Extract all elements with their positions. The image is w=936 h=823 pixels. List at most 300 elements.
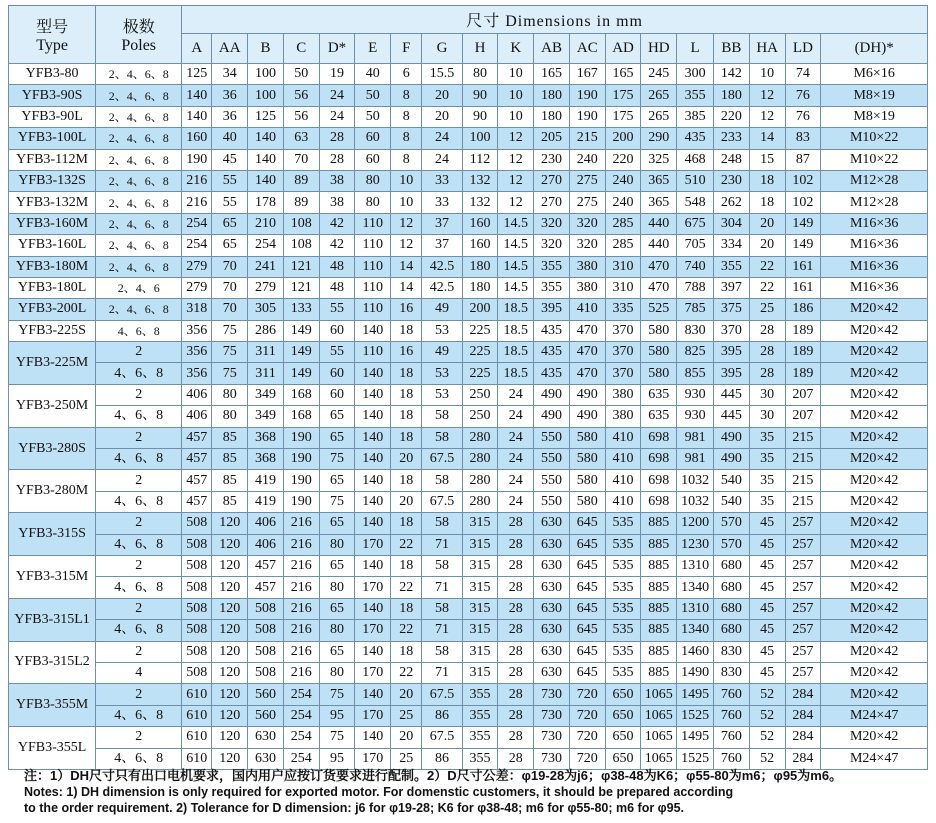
value-cell: 70 — [212, 277, 248, 298]
table-body — [9, 64, 928, 770]
table-row — [9, 256, 928, 277]
value-cell: 508 — [182, 577, 212, 598]
value-cell: 200 — [605, 128, 641, 149]
value-cell: 1065 — [641, 727, 677, 748]
value-cell: 180 — [462, 256, 498, 277]
type-cell: YFB3-225S — [9, 320, 96, 341]
value-cell: 190 — [283, 449, 319, 470]
type-cell: YFB3-160M — [9, 213, 96, 234]
value-cell: 55 — [212, 192, 248, 213]
value-cell: 10 — [391, 170, 422, 191]
value-cell: 645 — [569, 620, 605, 641]
value-cell: 630 — [534, 662, 570, 683]
value-cell: 216 — [283, 555, 319, 576]
value-cell: 788 — [677, 277, 714, 298]
poles-cell: 4、6、8 — [96, 406, 182, 427]
value-cell: 435 — [534, 342, 570, 363]
value-cell: M24×47 — [821, 748, 928, 769]
value-cell: 395 — [714, 363, 750, 384]
value-cell: 1032 — [677, 491, 714, 512]
poles-cell: 2 — [96, 342, 182, 363]
value-cell: 18 — [391, 641, 422, 662]
value-cell: 165 — [534, 64, 570, 85]
dimensions-table — [8, 5, 928, 770]
value-cell: 233 — [714, 128, 750, 149]
value-cell: 71 — [422, 534, 462, 555]
poles-cell: 2、4、6 — [96, 277, 182, 298]
value-cell: 190 — [569, 106, 605, 127]
value-cell: M20×42 — [821, 534, 928, 555]
value-cell: 6 — [391, 64, 422, 85]
value-cell: 210 — [248, 213, 284, 234]
table-row — [9, 128, 928, 149]
value-cell: 140 — [355, 641, 391, 662]
value-cell: 265 — [641, 106, 677, 127]
poles-cell: 2、4、6、8 — [96, 170, 182, 191]
value-cell: 18 — [391, 555, 422, 576]
value-cell: 275 — [569, 170, 605, 191]
value-cell: 140 — [355, 598, 391, 619]
value-cell: 216 — [283, 620, 319, 641]
value-cell: 110 — [355, 342, 391, 363]
table-row — [9, 64, 928, 85]
value-cell: 720 — [569, 705, 605, 726]
value-cell: 16 — [391, 299, 422, 320]
value-cell: 508 — [182, 662, 212, 683]
value-cell: 42 — [319, 235, 355, 256]
value-cell: 470 — [641, 256, 677, 277]
value-cell: 855 — [677, 363, 714, 384]
value-cell: 18 — [391, 427, 422, 448]
value-cell: 508 — [248, 662, 284, 683]
value-cell: 300 — [677, 64, 714, 85]
value-cell: 335 — [605, 299, 641, 320]
value-cell: 270 — [534, 192, 570, 213]
type-cell: YFB3-180M — [9, 256, 96, 277]
value-cell: M20×42 — [821, 555, 928, 576]
value-cell: 645 — [569, 555, 605, 576]
value-cell: 80 — [319, 662, 355, 683]
value-cell: 28 — [498, 662, 534, 683]
value-cell: 468 — [677, 149, 714, 170]
value-cell: 100 — [248, 85, 284, 106]
value-cell: 310 — [605, 256, 641, 277]
value-cell: 680 — [714, 598, 750, 619]
value-cell: 140 — [355, 384, 391, 405]
value-cell: 58 — [422, 513, 462, 534]
value-cell: 630 — [534, 620, 570, 641]
value-cell: 215 — [785, 427, 821, 448]
value-cell: 45 — [749, 555, 785, 576]
type-cell: YFB3-112M — [9, 149, 96, 170]
value-cell: 70 — [283, 149, 319, 170]
value-cell: 410 — [605, 470, 641, 491]
value-cell: 170 — [355, 620, 391, 641]
value-cell: 580 — [569, 449, 605, 470]
value-cell: 74 — [785, 64, 821, 85]
value-cell: 280 — [462, 427, 498, 448]
value-cell: 240 — [605, 192, 641, 213]
value-cell: M6×16 — [821, 64, 928, 85]
value-cell: 28 — [749, 363, 785, 384]
table-row — [9, 727, 928, 748]
value-cell: 675 — [677, 213, 714, 234]
value-cell: 207 — [785, 406, 821, 427]
value-cell: 53 — [422, 320, 462, 341]
value-cell: 35 — [749, 491, 785, 512]
poles-cell: 4、6、8 — [96, 363, 182, 384]
value-cell: 356 — [182, 363, 212, 384]
value-cell: 885 — [641, 620, 677, 641]
value-cell: 406 — [248, 534, 284, 555]
value-cell: 149 — [785, 235, 821, 256]
poles-header-en: Poles — [121, 37, 157, 54]
value-cell: 356 — [182, 320, 212, 341]
value-cell: 1525 — [677, 705, 714, 726]
value-cell: 140 — [355, 470, 391, 491]
value-cell: 28 — [498, 748, 534, 769]
value-cell: 445 — [714, 384, 750, 405]
poles-cell: 2 — [96, 598, 182, 619]
value-cell: 320 — [534, 213, 570, 234]
value-cell: 215 — [785, 449, 821, 470]
value-cell: 240 — [605, 170, 641, 191]
poles-cell: 2 — [96, 427, 182, 448]
value-cell: 355 — [462, 684, 498, 705]
value-cell: 510 — [677, 170, 714, 191]
value-cell: 22 — [391, 662, 422, 683]
value-cell: 216 — [283, 534, 319, 555]
value-cell: 760 — [714, 705, 750, 726]
value-cell: 435 — [534, 363, 570, 384]
column-header: G — [422, 34, 462, 64]
value-cell: 67.5 — [422, 727, 462, 748]
value-cell: 53 — [422, 384, 462, 405]
value-cell: 279 — [182, 277, 212, 298]
table-row — [9, 705, 928, 726]
value-cell: 14 — [391, 277, 422, 298]
value-cell: 1460 — [677, 641, 714, 662]
value-cell: 67.5 — [422, 684, 462, 705]
value-cell: 885 — [641, 513, 677, 534]
value-cell: 698 — [641, 427, 677, 448]
table-row — [9, 620, 928, 641]
value-cell: 885 — [641, 577, 677, 598]
value-cell: 540 — [714, 491, 750, 512]
value-cell: 142 — [714, 64, 750, 85]
value-cell: 380 — [569, 277, 605, 298]
value-cell: 45 — [749, 513, 785, 534]
value-cell: 320 — [569, 213, 605, 234]
value-cell: 45 — [749, 598, 785, 619]
value-cell: 71 — [422, 620, 462, 641]
value-cell: 375 — [714, 299, 750, 320]
value-cell: 36 — [212, 106, 248, 127]
value-cell: 38 — [319, 170, 355, 191]
value-cell: 650 — [605, 748, 641, 769]
value-cell: 110 — [355, 299, 391, 320]
value-cell: 35 — [749, 449, 785, 470]
value-cell: 630 — [534, 513, 570, 534]
value-cell: 168 — [283, 406, 319, 427]
value-cell: 508 — [182, 534, 212, 555]
value-cell: 80 — [319, 577, 355, 598]
type-cell: YFB3-132M — [9, 192, 96, 213]
value-cell: 535 — [605, 620, 641, 641]
value-cell: 30 — [749, 384, 785, 405]
value-cell: 1495 — [677, 727, 714, 748]
value-cell: 56 — [283, 85, 319, 106]
value-cell: 108 — [283, 213, 319, 234]
value-cell: 705 — [677, 235, 714, 256]
value-cell: M12×28 — [821, 170, 928, 191]
value-cell: 121 — [283, 277, 319, 298]
value-cell: 785 — [677, 299, 714, 320]
value-cell: 20 — [749, 213, 785, 234]
value-cell: 410 — [569, 299, 605, 320]
poles-cell: 2、4、6、8 — [96, 235, 182, 256]
value-cell: 650 — [605, 684, 641, 705]
value-cell: 149 — [283, 342, 319, 363]
value-cell: 490 — [569, 406, 605, 427]
value-cell: 1065 — [641, 705, 677, 726]
value-cell: 280 — [462, 491, 498, 512]
value-cell: 14 — [391, 256, 422, 277]
value-cell: 60 — [319, 384, 355, 405]
value-cell: 1065 — [641, 684, 677, 705]
value-cell: 18.5 — [498, 320, 534, 341]
value-cell: 20 — [422, 85, 462, 106]
value-cell: 110 — [355, 235, 391, 256]
table-row — [9, 513, 928, 534]
value-cell: 257 — [785, 577, 821, 598]
value-cell: 110 — [355, 256, 391, 277]
type-cell: YFB3-132S — [9, 170, 96, 191]
value-cell: M20×42 — [821, 299, 928, 320]
type-cell: YFB3-200L — [9, 299, 96, 320]
value-cell: 15 — [749, 149, 785, 170]
value-cell: 33 — [422, 170, 462, 191]
value-cell: 257 — [785, 513, 821, 534]
value-cell: 406 — [248, 513, 284, 534]
value-cell: 28 — [498, 598, 534, 619]
value-cell: 140 — [182, 106, 212, 127]
value-cell: 257 — [785, 620, 821, 641]
type-cell: YFB3-315S — [9, 513, 96, 556]
value-cell: 186 — [785, 299, 821, 320]
value-cell: 28 — [498, 727, 534, 748]
value-cell: 178 — [248, 192, 284, 213]
value-cell: 200 — [462, 299, 498, 320]
type-cell: YFB3-180L — [9, 277, 96, 298]
value-cell: 257 — [785, 641, 821, 662]
type-cell: YFB3-100L — [9, 128, 96, 149]
poles-cell: 4、6、8 — [96, 705, 182, 726]
value-cell: 310 — [605, 277, 641, 298]
value-cell: 24 — [498, 449, 534, 470]
value-cell: 50 — [355, 106, 391, 127]
value-cell: 58 — [422, 427, 462, 448]
poles-header — [96, 6, 182, 64]
value-cell: M20×42 — [821, 598, 928, 619]
value-cell: 550 — [534, 449, 570, 470]
value-cell: 168 — [283, 384, 319, 405]
value-cell: 25 — [749, 299, 785, 320]
value-cell: 12 — [749, 85, 785, 106]
value-cell: 132 — [462, 170, 498, 191]
value-cell: 28 — [498, 513, 534, 534]
value-cell: 240 — [569, 149, 605, 170]
value-cell: 140 — [355, 449, 391, 470]
value-cell: 250 — [462, 406, 498, 427]
value-cell: 90 — [462, 106, 498, 127]
value-cell: 380 — [605, 384, 641, 405]
value-cell: 170 — [355, 534, 391, 555]
value-cell: 508 — [248, 620, 284, 641]
value-cell: 215 — [785, 491, 821, 512]
value-cell: 71 — [422, 577, 462, 598]
type-cell: YFB3-315L1 — [9, 598, 96, 641]
table-row — [9, 363, 928, 384]
value-cell: 315 — [462, 662, 498, 683]
column-header: AC — [569, 34, 605, 64]
type-cell: YFB3-160L — [9, 235, 96, 256]
column-header: (DH)* — [821, 34, 928, 64]
value-cell: 370 — [605, 363, 641, 384]
value-cell: 435 — [534, 320, 570, 341]
value-cell: 290 — [641, 128, 677, 149]
value-cell: 248 — [714, 149, 750, 170]
poles-cell: 4、6、8 — [96, 491, 182, 512]
value-cell: M20×42 — [821, 363, 928, 384]
value-cell: 18 — [391, 470, 422, 491]
table-row — [9, 170, 928, 191]
value-cell: 254 — [248, 235, 284, 256]
value-cell: 15.5 — [422, 64, 462, 85]
value-cell: 190 — [283, 427, 319, 448]
value-cell: 548 — [677, 192, 714, 213]
value-cell: 149 — [283, 363, 319, 384]
value-cell: 22 — [391, 577, 422, 598]
value-cell: 630 — [534, 598, 570, 619]
column-header: AB — [534, 34, 570, 64]
value-cell: 65 — [319, 470, 355, 491]
value-cell: M20×42 — [821, 470, 928, 491]
value-cell: 65 — [212, 213, 248, 234]
value-cell: 630 — [248, 748, 284, 769]
table-row — [9, 449, 928, 470]
value-cell: 1310 — [677, 598, 714, 619]
poles-cell: 4 — [96, 662, 182, 683]
type-header-zh: 型号 — [36, 19, 69, 36]
value-cell: 508 — [248, 598, 284, 619]
value-cell: 1310 — [677, 555, 714, 576]
value-cell: 121 — [283, 256, 319, 277]
value-cell: 85 — [212, 449, 248, 470]
value-cell: 160 — [182, 128, 212, 149]
value-cell: 406 — [182, 406, 212, 427]
value-cell: 349 — [248, 406, 284, 427]
value-cell: 160 — [462, 235, 498, 256]
value-cell: 85 — [212, 470, 248, 491]
value-cell: 70 — [212, 299, 248, 320]
value-cell: 140 — [355, 427, 391, 448]
poles-cell: 4、6、8 — [96, 748, 182, 769]
value-cell: 580 — [641, 342, 677, 363]
value-cell: 58 — [422, 470, 462, 491]
value-cell: 45 — [749, 620, 785, 641]
value-cell: 100 — [248, 64, 284, 85]
poles-cell: 2、4、6、8 — [96, 149, 182, 170]
value-cell: 89 — [283, 192, 319, 213]
value-cell: 19 — [319, 64, 355, 85]
value-cell: 12 — [498, 128, 534, 149]
column-header: LD — [785, 34, 821, 64]
value-cell: 65 — [319, 641, 355, 662]
value-cell: M20×42 — [821, 684, 928, 705]
value-cell: 28 — [498, 620, 534, 641]
value-cell: 630 — [534, 577, 570, 598]
value-cell: 440 — [641, 213, 677, 234]
value-cell: 650 — [605, 705, 641, 726]
value-cell: 18 — [749, 192, 785, 213]
value-cell: 75 — [319, 449, 355, 470]
value-cell: 220 — [714, 106, 750, 127]
value-cell: 885 — [641, 555, 677, 576]
value-cell: 35 — [749, 427, 785, 448]
value-cell: 95 — [319, 748, 355, 769]
value-cell: 457 — [182, 427, 212, 448]
value-cell: 406 — [182, 384, 212, 405]
value-cell: M20×42 — [821, 342, 928, 363]
value-cell: 120 — [212, 620, 248, 641]
value-cell: 535 — [605, 534, 641, 555]
value-cell: 580 — [569, 427, 605, 448]
value-cell: 149 — [283, 320, 319, 341]
value-cell: 90 — [462, 85, 498, 106]
value-cell: 645 — [569, 513, 605, 534]
column-header: H — [462, 34, 498, 64]
value-cell: 457 — [248, 577, 284, 598]
column-header: D* — [319, 34, 355, 64]
value-cell: 149 — [785, 213, 821, 234]
value-cell: 55 — [319, 342, 355, 363]
value-cell: 280 — [462, 449, 498, 470]
poles-cell: 2、4、6、8 — [96, 213, 182, 234]
value-cell: 60 — [355, 128, 391, 149]
value-cell: 580 — [569, 470, 605, 491]
value-cell: 34 — [212, 64, 248, 85]
value-cell: 930 — [677, 384, 714, 405]
value-cell: 67.5 — [422, 491, 462, 512]
value-cell: 120 — [212, 748, 248, 769]
value-cell: 1065 — [641, 748, 677, 769]
value-cell: 470 — [569, 342, 605, 363]
value-cell: 120 — [212, 513, 248, 534]
value-cell: 24 — [498, 470, 534, 491]
value-cell: 304 — [714, 213, 750, 234]
value-cell: 24 — [422, 149, 462, 170]
value-cell: 28 — [498, 555, 534, 576]
value-cell: 560 — [248, 705, 284, 726]
poles-cell: 2、4、6、8 — [96, 128, 182, 149]
value-cell: 58 — [422, 641, 462, 662]
value-cell: 190 — [182, 149, 212, 170]
value-cell: 410 — [605, 449, 641, 470]
value-cell: 257 — [785, 555, 821, 576]
value-cell: 825 — [677, 342, 714, 363]
table-row — [9, 320, 928, 341]
